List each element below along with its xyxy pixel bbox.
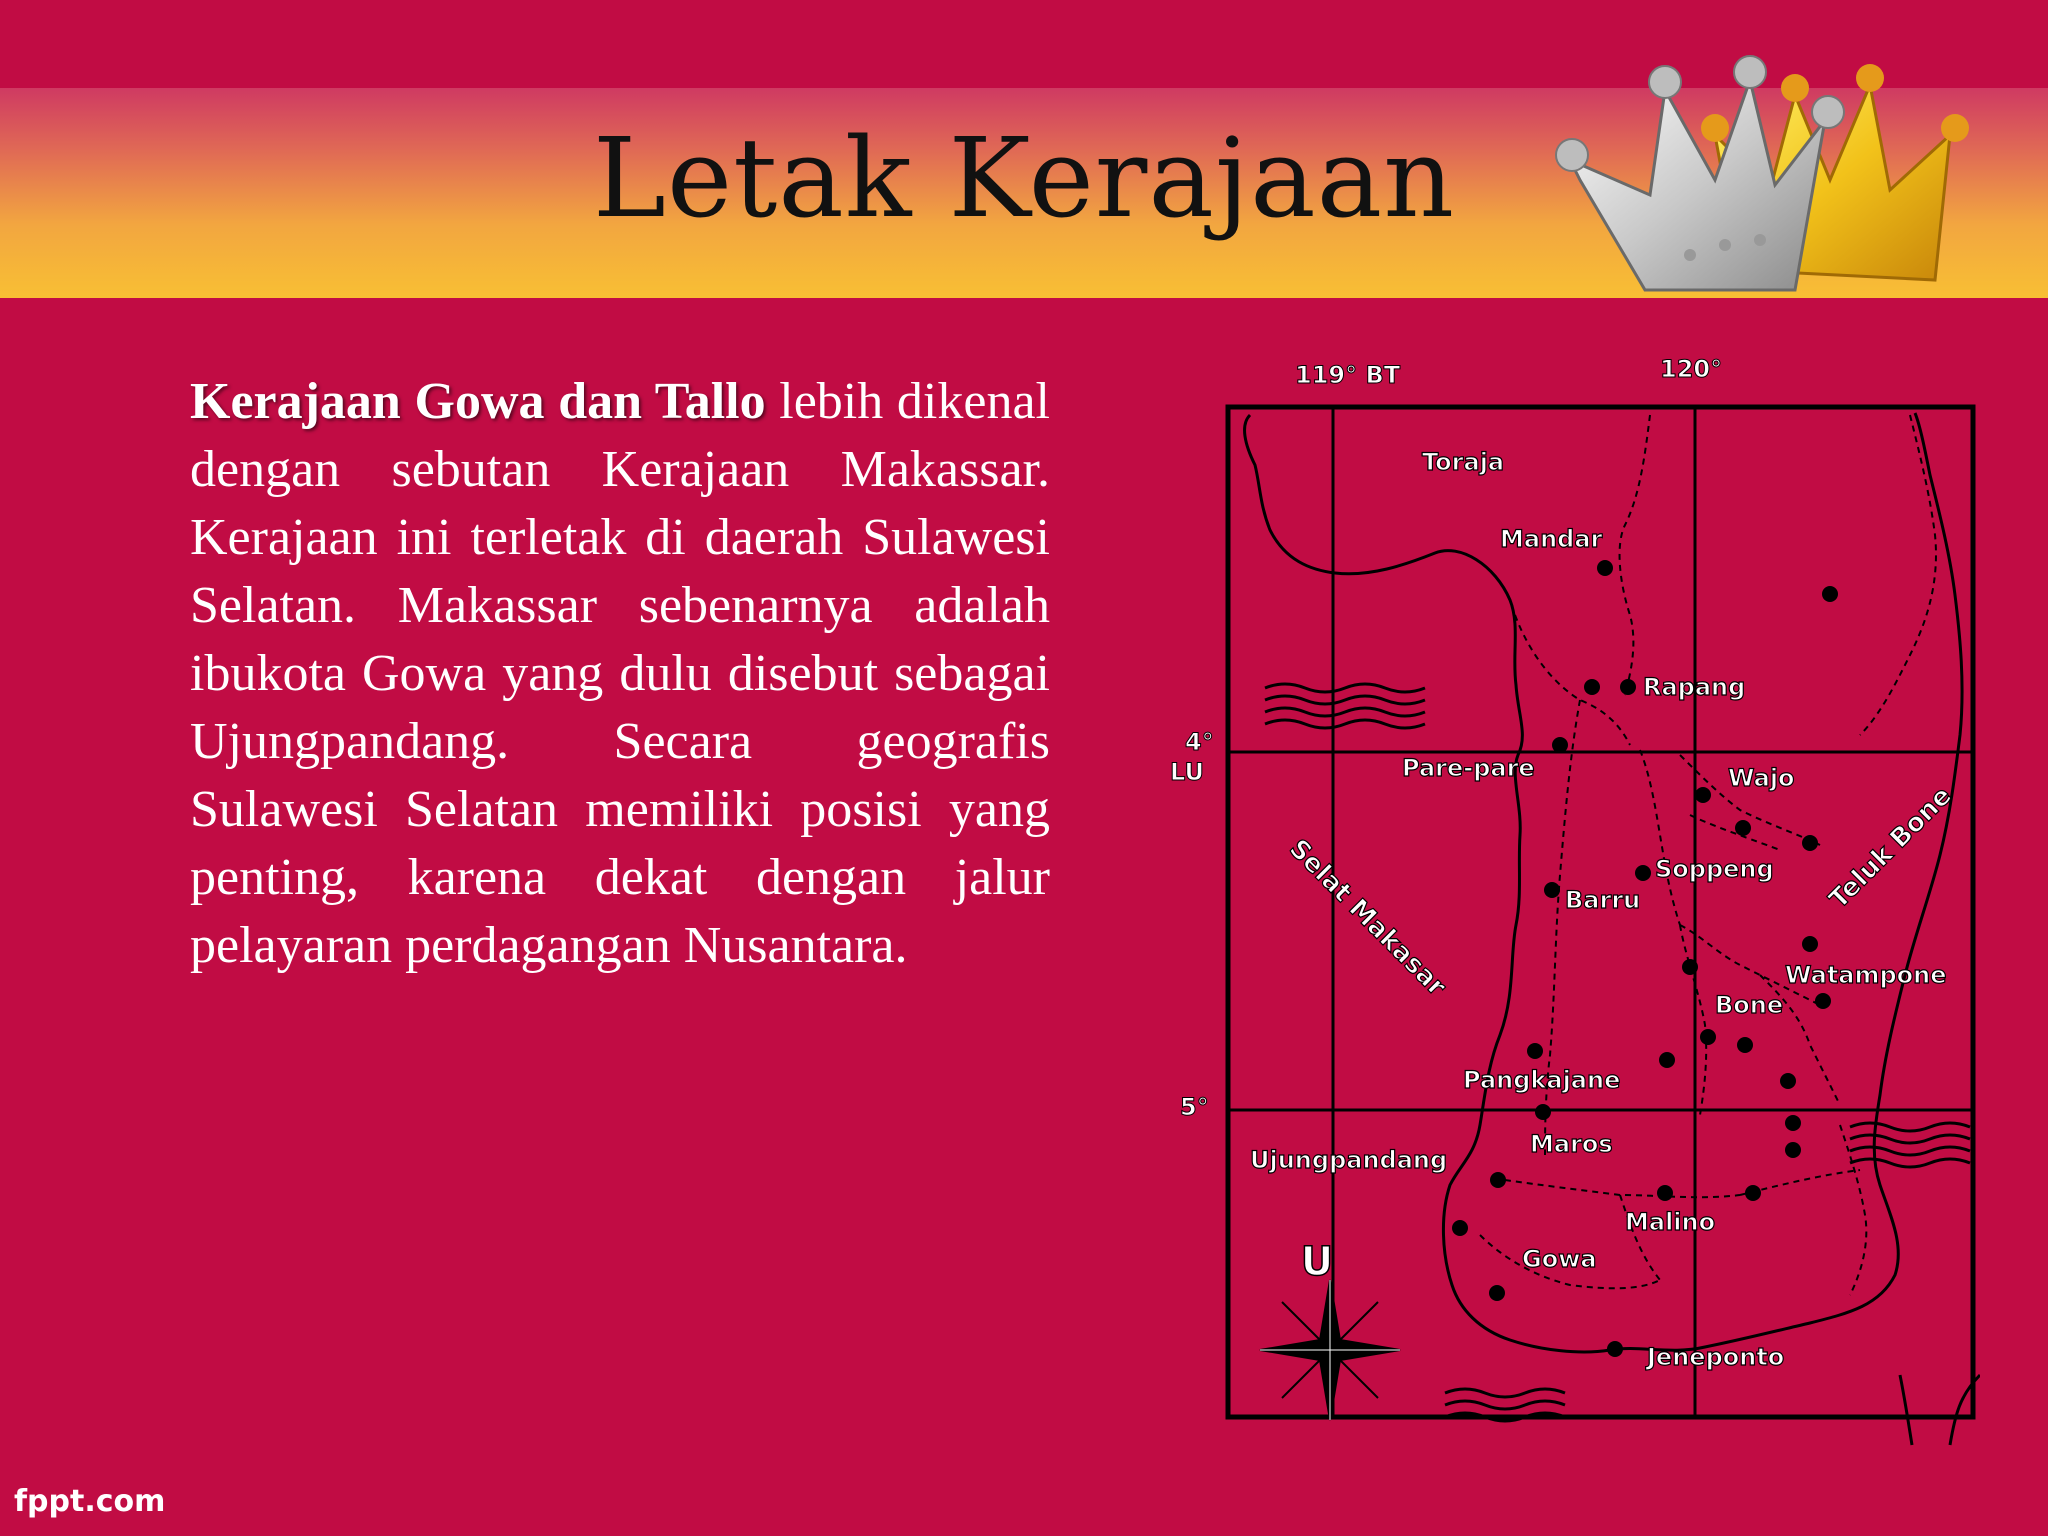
place-label-ujungpandang: Ujungpandang: [1250, 1146, 1448, 1174]
place-label-maros: Maros: [1530, 1130, 1613, 1158]
place-label-toraja: Toraja: [1422, 448, 1505, 476]
lat-label-top-deg: 4°: [1185, 728, 1214, 756]
lon-label-right: 120°: [1660, 355, 1723, 383]
lon-label-left: 119° BT: [1295, 361, 1401, 389]
slide-title: Letak Kerajaan: [592, 114, 1456, 242]
place-label-malino: Malino: [1625, 1208, 1716, 1236]
place-label-bone: Bone: [1715, 991, 1784, 1019]
lat-label-top-hem: LU: [1170, 758, 1204, 786]
lat-label-bottom: 5°: [1180, 1093, 1209, 1121]
place-label-wajo: Wajo: [1728, 764, 1795, 792]
description-paragraph: [190, 368, 1050, 980]
place-label-parepare: Pare-pare: [1402, 754, 1535, 782]
place-label-pangkajane: Pangkajane: [1463, 1066, 1621, 1094]
compass-rose-icon: [1260, 1239, 1400, 1420]
place-label-barru: Barru: [1565, 886, 1641, 914]
paragraph-body: lebih dikenal dengan sebutan Kerajaan Makassar. Kerajaan ini terletak di daerah Sulawesi Selatan. Makassar sebenarnya adalah ibukota Gowa yang dulu disebut sebagai Ujungpandang. Secara geografis Sulawesi Selatan memiliki posisi yang penting, karena dekat dengan jalur pelayaran perdagangan Nusantara.: [190, 373, 1050, 974]
footer-logo: fppt.com: [14, 1484, 166, 1519]
place-label-mandar: Mandar: [1500, 525, 1603, 553]
sea-label-teluk-bone: Teluk Bone: [1823, 780, 1958, 915]
sea-label-selat-makasar: Selat Makasar: [1283, 833, 1452, 1003]
compass-north-label: U: [1300, 1239, 1334, 1285]
place-label-jeneponto: Jeneponto: [1647, 1343, 1785, 1371]
place-label-watampone: Watampone: [1785, 961, 1947, 989]
place-label-gowa: Gowa: [1522, 1245, 1597, 1273]
sulawesi-map: [1160, 355, 1980, 1475]
crown-icon: [1550, 40, 2030, 310]
place-label-soppeng: Soppeng: [1655, 855, 1774, 883]
place-label-rapang: Rapang: [1643, 673, 1746, 701]
paragraph-lead: Kerajaan Gowa dan Tallo: [190, 373, 766, 430]
